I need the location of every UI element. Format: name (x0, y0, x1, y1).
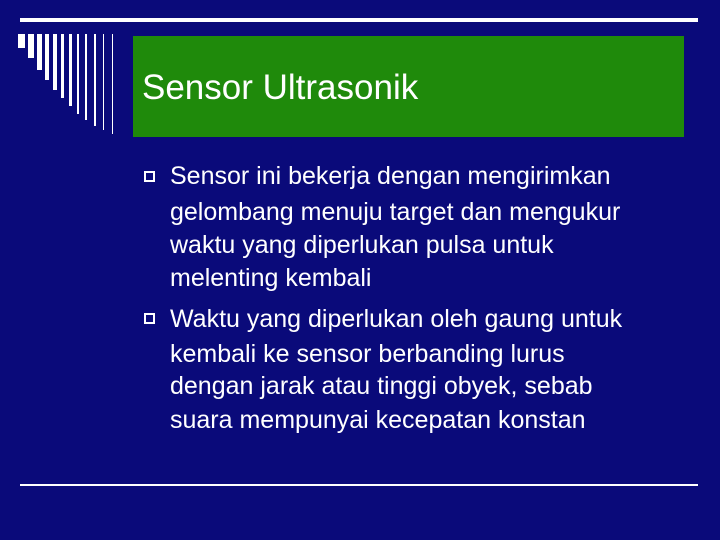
bar-decoration (28, 34, 34, 58)
bullet-text-line: suara mempunyai kecepatan konstan (170, 406, 586, 434)
top-rule-decoration (20, 18, 698, 22)
bar-decoration (94, 34, 96, 126)
bottom-rule-decoration (20, 484, 698, 486)
bullet-text-line: Waktu yang diperlukan oleh gaung untuk (170, 305, 623, 333)
bar-decoration (45, 34, 49, 80)
square-bullet-icon (144, 313, 155, 324)
square-bullet-icon (144, 171, 155, 182)
bar-decoration (112, 34, 113, 134)
bar-decoration (53, 34, 57, 90)
bar-decoration (61, 34, 64, 98)
bar-decoration (69, 34, 72, 106)
bar-decoration (18, 34, 25, 48)
bar-decoration (85, 34, 87, 120)
bar-decoration (37, 34, 42, 70)
bullet-text-line: kembali ke sensor berbanding lurus (170, 340, 565, 368)
bullet-text-line: dengan jarak atau tinggi obyek, sebab (170, 372, 593, 400)
bar-decoration (77, 34, 79, 114)
vertical-bars-decoration (18, 34, 138, 134)
slide-title: Sensor Ultrasonik (142, 68, 419, 107)
bullet-text-line: Sensor ini bekerja dengan mengirimkan (170, 162, 611, 190)
bar-decoration (103, 34, 104, 130)
bullet-text-line: gelombang menuju target dan mengukur (170, 198, 621, 226)
bullet-text-line: waktu yang diperlukan pulsa untuk (170, 231, 554, 259)
bullet-text-line: melenting kembali (170, 264, 372, 292)
